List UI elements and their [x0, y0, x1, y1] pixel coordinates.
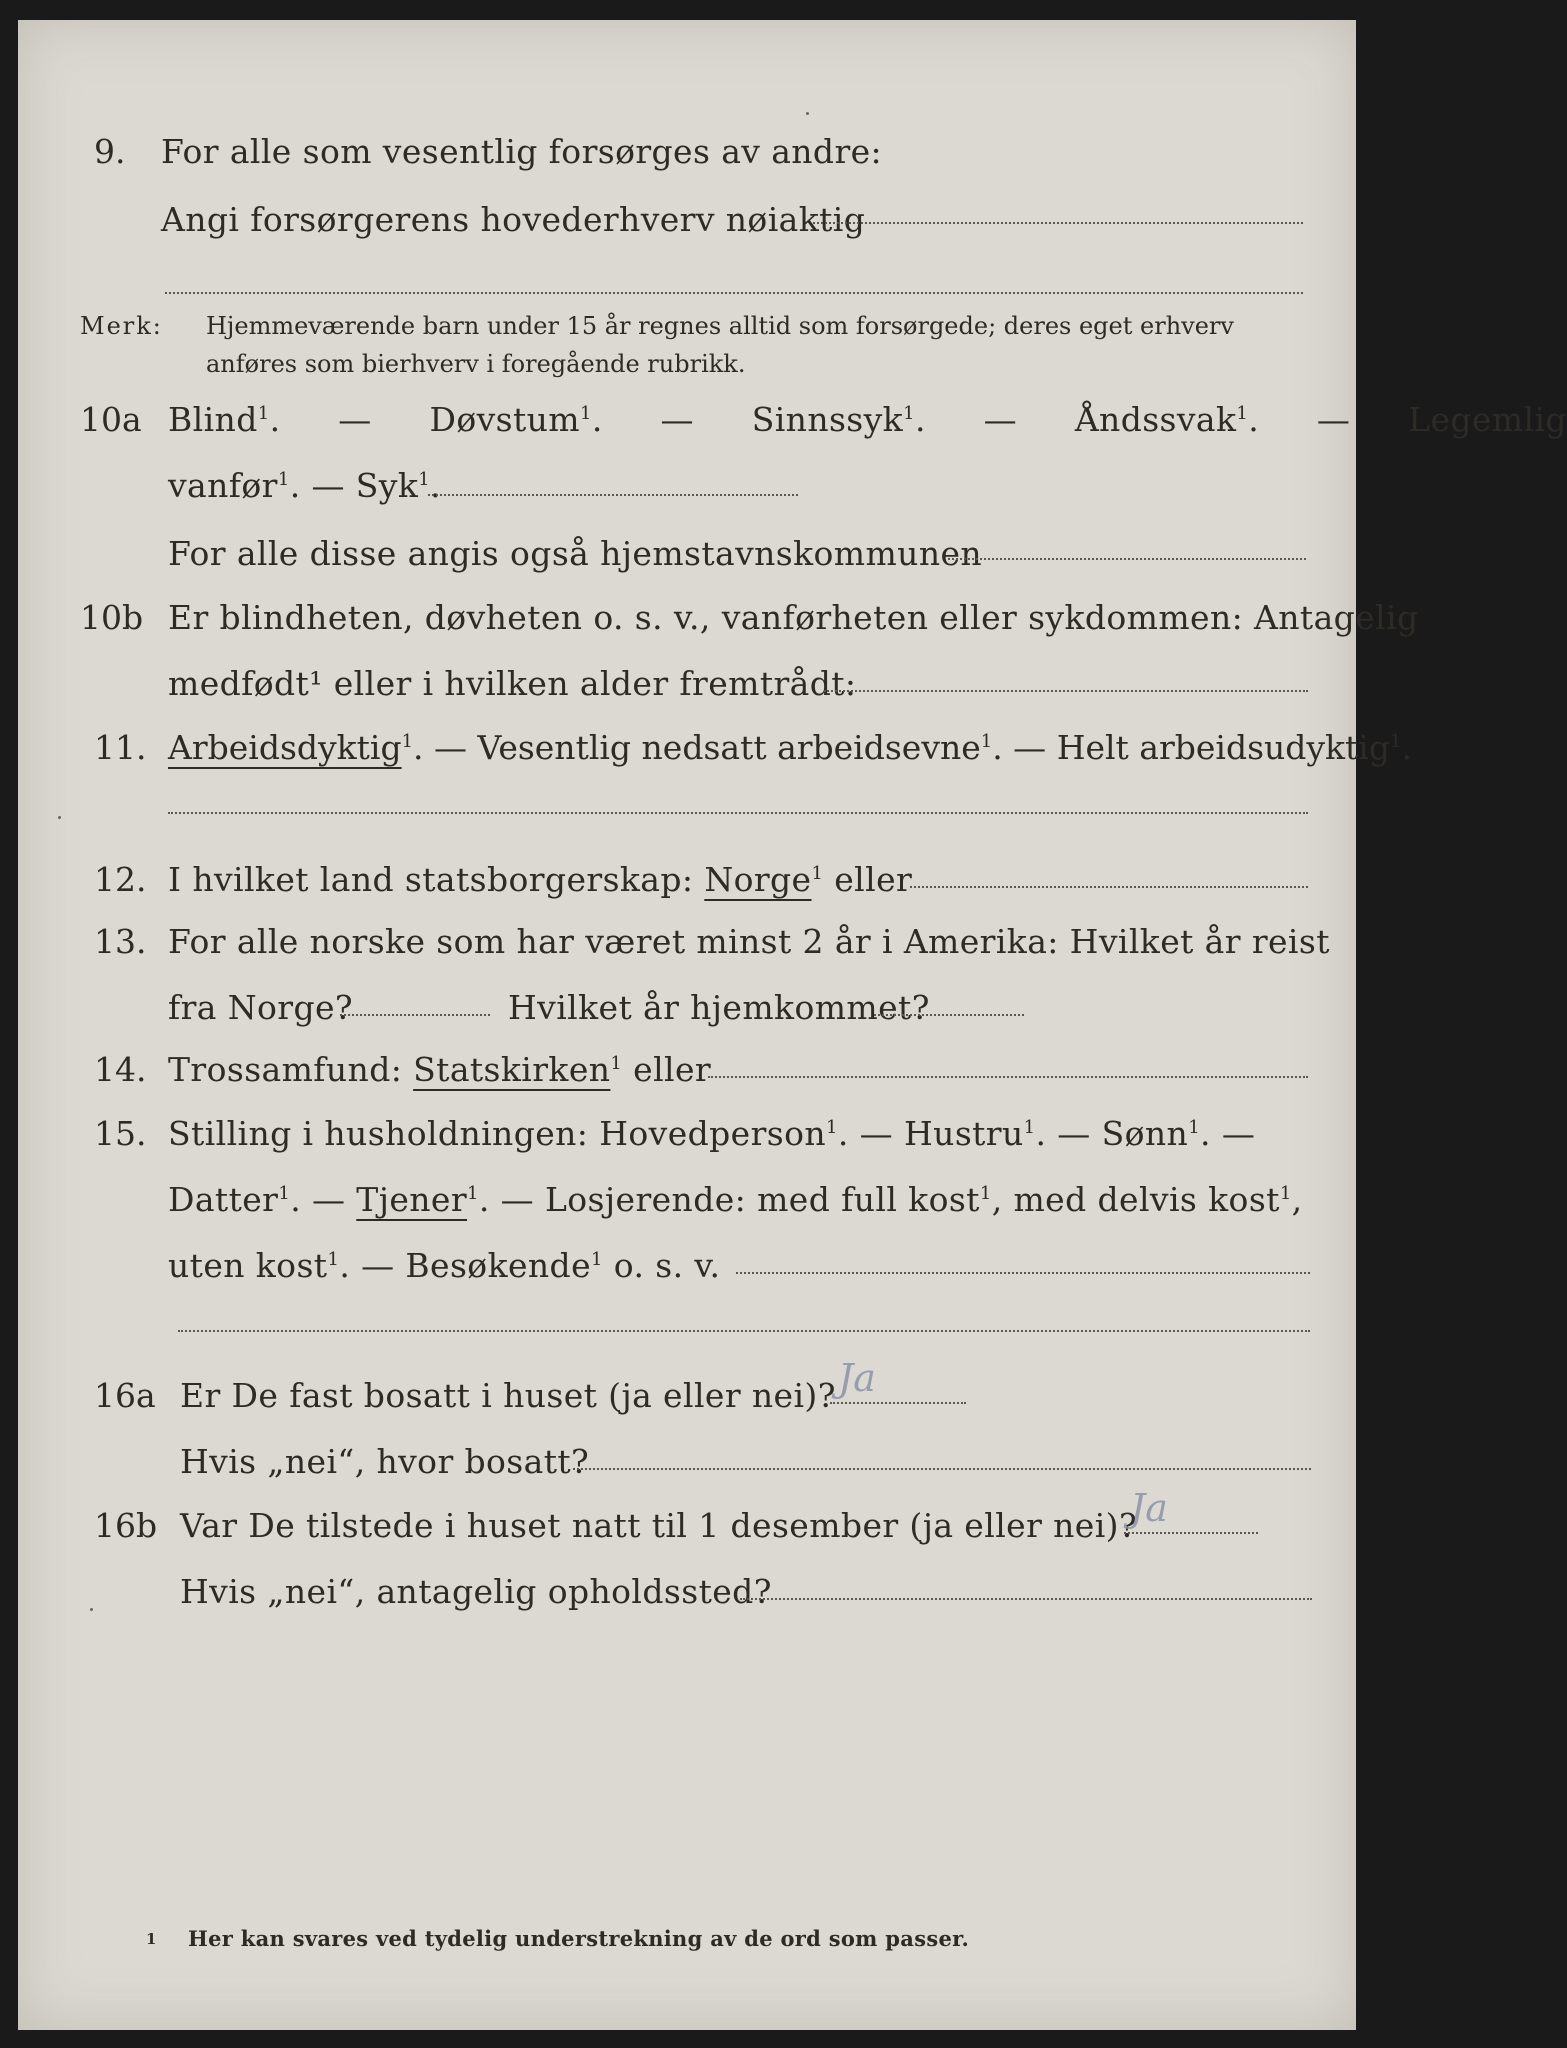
q9-answer-line-2[interactable] [165, 292, 1303, 294]
q16a-line-2: Hvis „nei“, hvor bosatt? [180, 1442, 590, 1481]
footnote-text: Her kan svares ved tydelig understrekning av de ord som passer. [188, 1926, 970, 1951]
q9-sub-text: Angi forsørgerens hovederhverv nøiaktig [161, 200, 866, 239]
q15-answer-line[interactable] [736, 1272, 1310, 1274]
q12-question: I hvilket land statsborgerskap: [168, 860, 694, 899]
q10b-line-2: medfødt¹ eller i hvilken alder fremtrådt: [168, 664, 857, 703]
q12-line: I hvilket land statsborgerskap: Norge$^1$ eller [168, 860, 913, 899]
q16a-number: 16a [94, 1376, 156, 1415]
paper-speck [58, 816, 61, 819]
option-arbeidsdyktig[interactable]: Arbeidsdyktig [168, 728, 402, 767]
q15-line-2: Datter$^1$. — Tjener$^1$. — Losjerende: med full kost$^1$, med delvis kost$^1$, [168, 1180, 1303, 1219]
option-legemlig[interactable]: Legemlig [1408, 400, 1567, 439]
option-norge[interactable]: Norge [704, 860, 812, 899]
q15-line-3: uten kost$^1$. — Besøkende$^1$ o. s. v. [168, 1246, 721, 1285]
option-nedsatt-arbeidsevne[interactable]: Vesentlig nedsatt arbeidsevne [477, 728, 981, 767]
note-line-1: Hjemmeværende barn under 15 år regnes alltid som forsørgede; deres eget erhverv [206, 312, 1234, 340]
q16a-bosatt-line[interactable] [573, 1468, 1311, 1470]
q16b-handwritten-answer: Ja [1130, 1486, 1168, 1530]
q16b-answer-line[interactable] [1124, 1532, 1258, 1534]
q9-number: 9. [94, 132, 126, 171]
q12-answer-line[interactable] [910, 886, 1308, 888]
note-label: Merk: [80, 312, 163, 340]
note-line-2: anføres som bierhverv i foregående rubrikk. [206, 350, 746, 378]
q11-number: 11. [94, 728, 147, 767]
q13-number: 13. [94, 922, 147, 961]
q15-line-1: Stilling i husholdningen: Hovedperson$^1$. — Hustru$^1$. — Sønn$^1$. — [168, 1114, 1256, 1153]
q12-number: 12. [94, 860, 147, 899]
q12-eller: eller [834, 860, 913, 899]
q13-fra-norge: fra Norge? [168, 988, 354, 1027]
option-sonn[interactable]: Sønn [1101, 1114, 1189, 1153]
census-form-page [18, 20, 1567, 2030]
option-syk[interactable]: Syk [355, 466, 419, 505]
option-dovstum[interactable]: Døvstum [429, 400, 580, 439]
q14-line: Trossamfund: Statskirken$^1$ eller [168, 1050, 712, 1089]
option-helt-arbeidsudyktig[interactable]: Helt arbeidsudyktig [1056, 728, 1390, 767]
option-sinnssyk[interactable]: Sinnssyk [751, 400, 904, 439]
q10a-line-2: vanfør$^1$. — Syk$^1$. [168, 466, 441, 505]
q10a-kommune-line[interactable] [948, 558, 1306, 560]
option-delvis-kost[interactable]: med delvis kost [1013, 1180, 1280, 1219]
q15-answer-line-2[interactable] [178, 1330, 1310, 1332]
option-blind[interactable]: Blind [168, 400, 258, 439]
q16a-handwritten-answer: Ja [838, 1356, 876, 1400]
option-statskirken[interactable]: Statskirken [413, 1050, 611, 1089]
q16b-number: 16b [94, 1506, 158, 1545]
q14-number: 14. [94, 1050, 147, 1089]
q10a-line-1: Blind$^1$. — Døvstum$^1$. — Sinnssyk$^1$. — Åndssvak$^1$. — Legemlig [168, 400, 1567, 439]
q16b-line-1: Var De tilstede i huset natt til 1 desember (ja eller nei)? [180, 1506, 1138, 1545]
q9-text: For alle som vesentlig forsørges av andre: [161, 132, 883, 171]
q15-osv: o. s. v. [613, 1246, 721, 1285]
q15-question: Stilling i husholdningen: [168, 1114, 589, 1153]
option-tjener[interactable]: Tjener [356, 1180, 468, 1219]
q10a-line-3: For alle disse angis også hjemstavnskommunen [168, 534, 983, 573]
option-besokende[interactable]: Besøkende [405, 1246, 592, 1285]
q10b-line-1: Er blindheten, døvheten o. s. v., vanførheten eller sykdommen: Antagelig [168, 598, 1419, 637]
option-andssvak[interactable]: Åndssvak [1074, 400, 1237, 439]
q10b-number: 10b [80, 598, 144, 637]
q14-question: Trossamfund: [168, 1050, 403, 1089]
q11-answer-line[interactable] [168, 812, 1308, 814]
option-hovedperson[interactable]: Hovedperson [599, 1114, 827, 1153]
q16b-opphold-line[interactable] [740, 1598, 1312, 1600]
option-uten-kost[interactable]: uten kost [168, 1246, 328, 1285]
q13-hjemkommet: Hvilket år hjemkommet? [508, 988, 930, 1027]
paper-speck [806, 112, 809, 115]
footnote-marker: 1 [146, 1930, 157, 1948]
q16b-line-2: Hvis „nei“, antagelig opholdssted? [180, 1572, 772, 1611]
option-full-kost[interactable]: med full kost [757, 1180, 980, 1219]
q9-answer-line[interactable] [813, 222, 1303, 224]
option-datter[interactable]: Datter [168, 1180, 279, 1219]
q13-hjemkommet-line[interactable] [874, 1014, 1024, 1016]
paper-speck [90, 1608, 93, 1611]
q10a-syk-line[interactable] [428, 494, 798, 496]
option-hustru[interactable]: Hustru [903, 1114, 1024, 1153]
q16a-answer-line[interactable] [830, 1402, 966, 1404]
q16a-line-1: Er De fast bosatt i huset (ja eller nei)? [180, 1376, 836, 1415]
q11-line-1: Arbeidsdyktig$^1$. — Vesentlig nedsatt arbeidsevne$^1$. — Helt arbeidsudyktig$^1$. [168, 728, 1412, 767]
q15-losjerende: Losjerende: [544, 1180, 747, 1219]
q13-reist-line[interactable] [340, 1014, 490, 1016]
q14-eller: eller [633, 1050, 712, 1089]
q13-line-1: For alle norske som har været minst 2 år i Amerika: Hvilket år reist [168, 922, 1330, 961]
q15-number: 15. [94, 1114, 147, 1153]
option-vanfor[interactable]: vanfør [168, 466, 278, 505]
q10b-answer-line[interactable] [824, 690, 1308, 692]
q14-answer-line[interactable] [708, 1076, 1308, 1078]
q10a-number: 10a [80, 400, 142, 439]
